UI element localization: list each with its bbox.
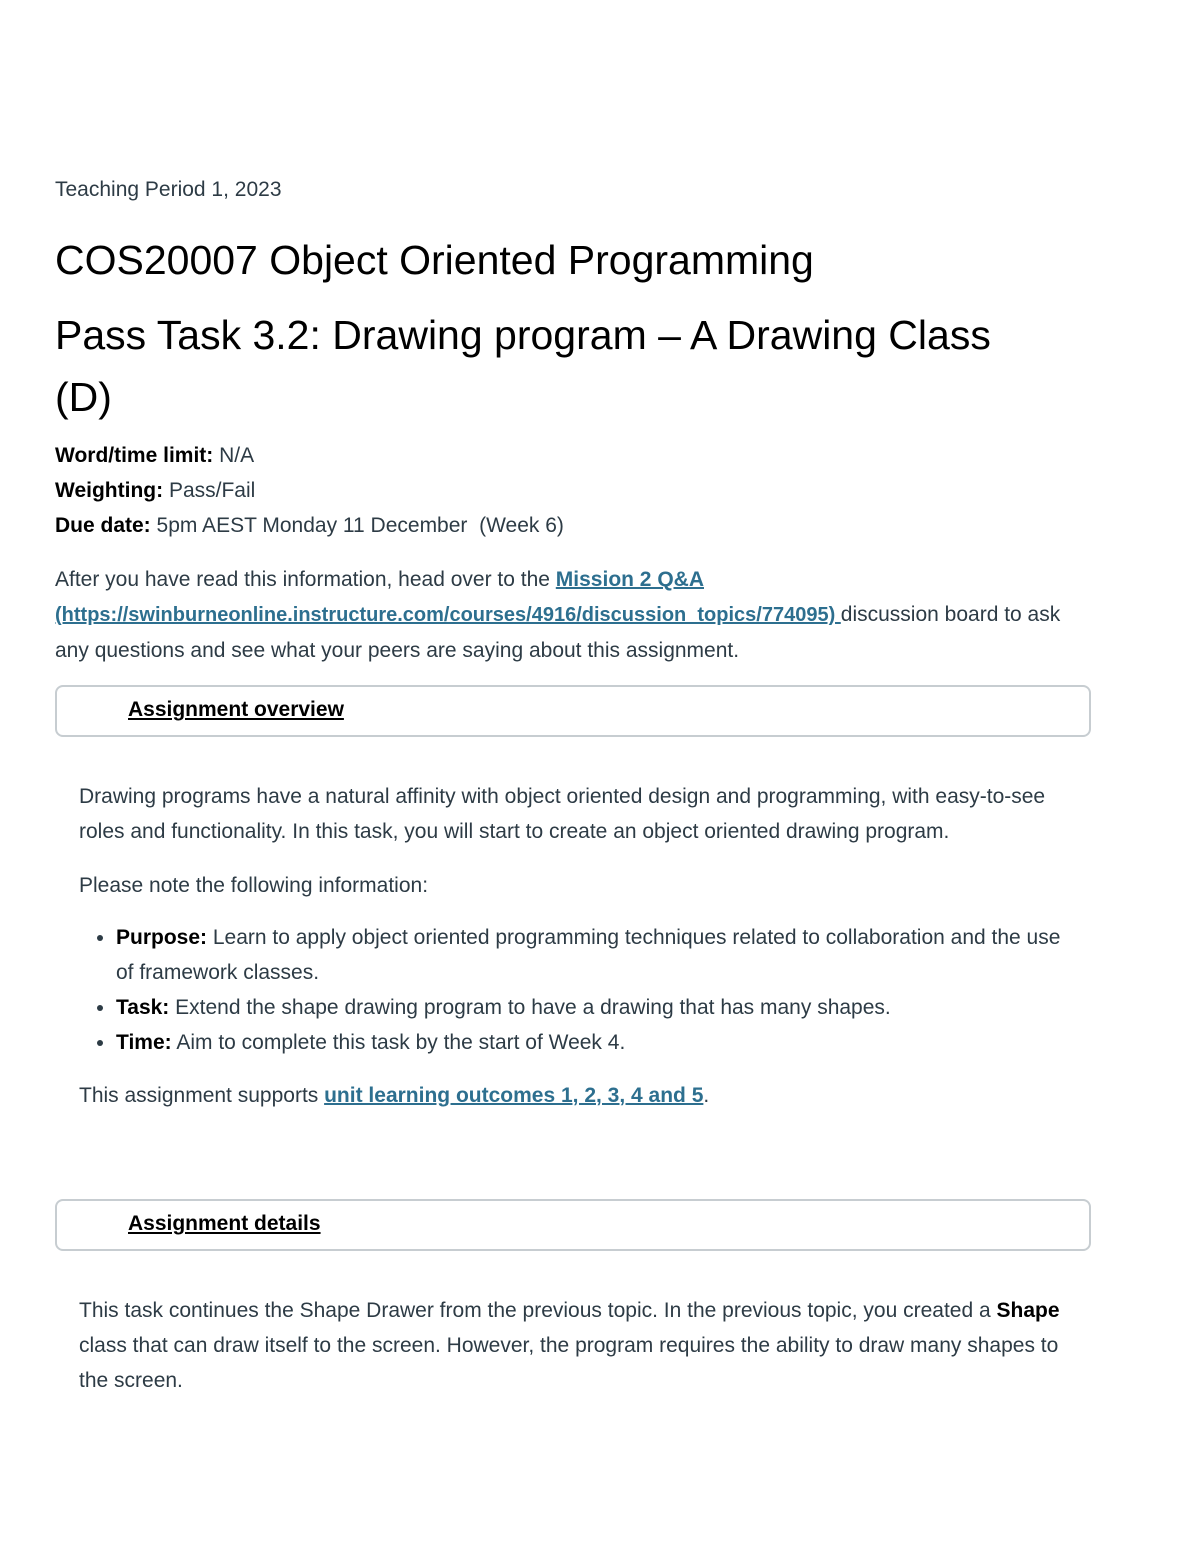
intro-paragraph (55, 562, 1095, 668)
teaching-period: Teaching Period 1, 2023 (55, 178, 282, 201)
purpose-label: Purpose: (116, 926, 208, 949)
info-list (79, 920, 1069, 1060)
note-paragraph: Please note the following information: (79, 874, 429, 897)
overview-paragraph: Drawing programs have a natural affinity with object oriented design and programming, with easy-to-see roles and functionality. In this task, you will start to create an object oriented drawing program. (79, 785, 1046, 843)
assignment-meta (55, 438, 564, 543)
learning-outcomes-link[interactable]: unit learning outcomes 1, 2, 3, 4 and 5 (324, 1084, 704, 1107)
task-title: Pass Task 3.2: Drawing program – A Drawing Class (D) (55, 312, 991, 420)
details-paragraph (79, 1293, 1069, 1398)
intro-text-after: discussion board to ask any questions and see what your peers are saying about this assignment. (55, 603, 1061, 662)
due-date-label: Due date: (55, 514, 151, 537)
weighting-row (55, 473, 564, 508)
word-limit-row (55, 438, 564, 473)
assignment-overview-panel[interactable] (55, 685, 1091, 737)
weighting-label: Weighting: (55, 479, 164, 502)
overview-content (79, 779, 1069, 1113)
word-limit-label: Word/time limit: (55, 444, 214, 467)
due-date-row (55, 508, 564, 543)
word-limit-value: N/A (219, 444, 255, 467)
course-title: COS20007 Object Oriented Programming (55, 237, 814, 283)
outcomes-text-before: This assignment supports (79, 1084, 325, 1107)
assignment-overview-title[interactable]: Assignment overview (128, 698, 344, 721)
details-content (79, 1293, 1069, 1398)
assignment-details-panel[interactable] (55, 1199, 1091, 1251)
weighting-value: Pass/Fail (168, 479, 256, 502)
time-label: Time: (116, 1031, 172, 1054)
outcomes-paragraph (79, 1078, 1069, 1113)
assignment-details-title[interactable]: Assignment details (128, 1212, 321, 1235)
mission-qa-url-link[interactable]: (https://swinburneonline.instructure.com/courses/4916/discussion_topics/774095) (55, 604, 841, 626)
task-label: Task: (116, 996, 170, 1019)
intro-text-before: After you have read this information, head over to the (55, 568, 556, 591)
list-item (116, 990, 1069, 1025)
mission-qa-link[interactable]: Mission 2 Q&A (555, 568, 704, 591)
task-text: Extend the shape drawing program to have a drawing that has many shapes. (169, 996, 891, 1019)
due-date-value: 5pm AEST Monday 11 December (Week 6) (156, 514, 564, 537)
details-text-before: This task continues the Shape Drawer from the previous topic. In the previous topic, you created a (79, 1299, 997, 1322)
shape-class-name: Shape (996, 1299, 1060, 1322)
purpose-text: Learn to apply object oriented programming techniques related to collaboration and the use of framework classes. (116, 926, 1061, 984)
list-item (116, 920, 1069, 990)
outcomes-text-after: . (703, 1084, 710, 1107)
time-text: Aim to complete this task by the start of Week 4. (171, 1031, 626, 1054)
list-item (116, 1025, 1069, 1060)
details-text-after: class that can draw itself to the screen. However, the program requires the ability to draw many shapes to the screen. (79, 1334, 1059, 1392)
